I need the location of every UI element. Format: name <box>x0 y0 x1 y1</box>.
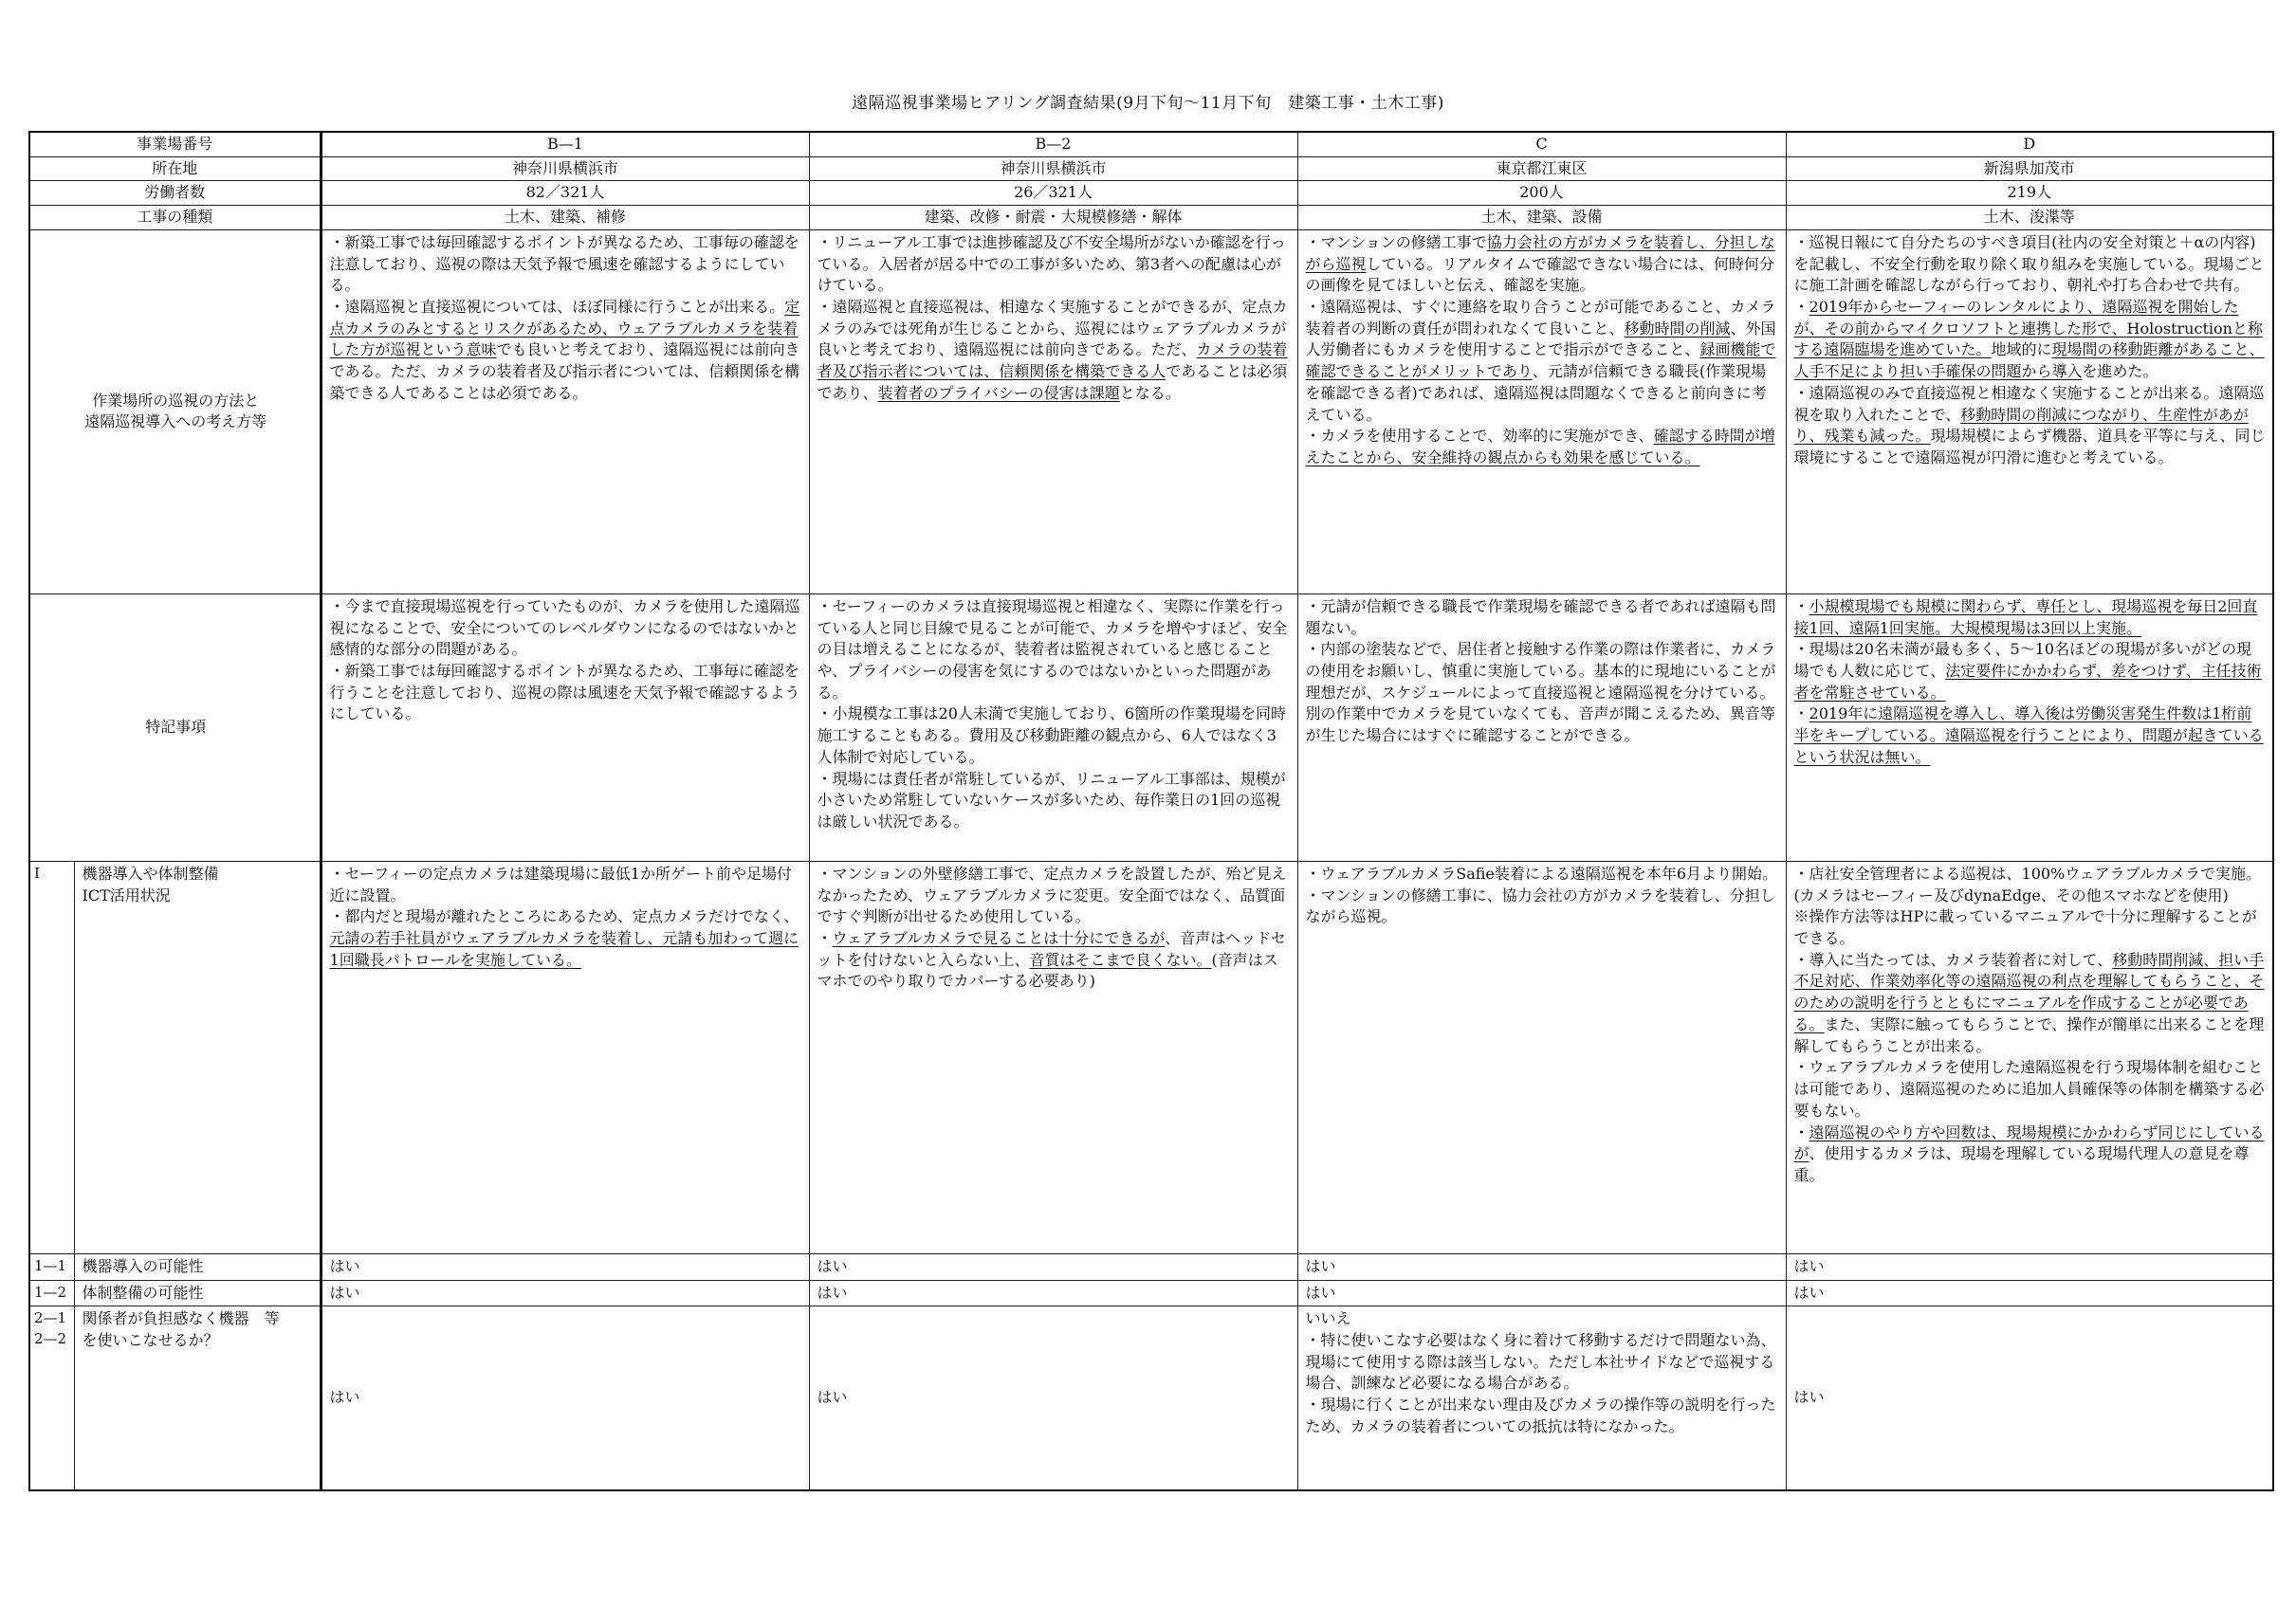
notes-b1-text: ・今まで直接現場巡視を行っていたものが、カメラを使用した遠隔巡視になることで、安全についてのレベルダウンになるのではないかと感情的な部分の問題がある。 <box>329 596 800 659</box>
patrol-c-text: 、元請が信頼できる職長(作業現場を確認できる者)であれば、遠隔巡視は問題なくできると前向きに考えている。 <box>1305 362 1767 424</box>
q1-2-b1: はい <box>321 1280 809 1306</box>
equipment-b2-text: ・ <box>817 929 833 948</box>
equipment-d-underlined: 移動時間削減、担い手不足対応、作業効率化等の遠隔巡視の利点を理解してもらうこと、そのための説明を行うとともにマニュアルを作成することが必要である。 <box>1793 950 2265 1033</box>
row-q1-1 <box>29 1253 2273 1280</box>
location-b2: 神奈川県横浜市 <box>809 156 1297 181</box>
q2-c-text: ・現場に行くことが出来ない理由及びカメラの操作等の説明を行ったため、カメラの装着者についての抵抗は特になかった。 <box>1305 1396 1776 1435</box>
q1-2-c: はい <box>1297 1280 1786 1306</box>
notes-b1 <box>321 593 809 861</box>
equipment-b1-text: ・都内だと現場が離れたところにあるため、定点カメラだけでなく、 <box>329 907 799 926</box>
q2-c-text: ・特に使いこなす必要はなく身に着けて移動するだけで問題ない為、現場にて使用する際は該当しない。ただし本社サイドなどで巡視する場合、訓練など必要になる場合がある。 <box>1305 1331 1776 1393</box>
notes-d-text: ・ <box>1793 596 1809 615</box>
notes-c-text: ・元請が信頼できる職長で作業現場を確認できる者であれば遠隔も問題ない。 <box>1305 596 1776 637</box>
patrol-b2-text: であることは必須であり、 <box>817 362 1288 402</box>
location-d: 新潟県加茂市 <box>1786 156 2273 181</box>
row-workers <box>29 181 2273 206</box>
q1-1-label: 機器導入の可能性 <box>74 1253 321 1280</box>
patrol-b2-text: ・遠隔巡視と直接巡視は、相違なく実施することができるが、定点カメラのみでは死角が生じることから、巡視にはウェアラブルカメラが良いと考えており、遠隔巡視には前向きである。ただ、 <box>817 298 1288 359</box>
location-c: 東京都江東区 <box>1297 156 1786 181</box>
patrol-d-underlined: 2019年からセーフィーのレンタルにより、遠隔巡視を開始したが、その前からマイクロソフトと連携した形で、Holostructionと称する遠隔臨場を進めていた。 <box>1793 298 2263 359</box>
construction-type-b1: 土木、建築、補修 <box>321 206 809 230</box>
row-q2 <box>29 1306 2273 1490</box>
equipment-b2-underlined: 音質はそこまで良くない。 <box>1029 950 1212 969</box>
patrol-d-text: 現場規模によらず機器、道具を平等に与え、同じ環境にすることで遠隔巡視が円滑に進むと考えている。 <box>1793 427 2266 467</box>
notes-d-text: ・現場は20名未満が最も多く、5～10名ほどの現場が多いがどの現場でも人数に応じて、 <box>1793 640 2252 681</box>
row-site-number <box>29 132 2273 156</box>
q2-b2: はい <box>809 1306 1297 1490</box>
patrol-c-underlined: 録画機能で確認できることがメリットであり <box>1305 340 1776 381</box>
notes-b2 <box>809 593 1297 861</box>
survey-table <box>28 131 2274 1491</box>
patrol-c-text: ・遠隔巡視は、すぐに連絡を取り合うことが可能であること、カメラ装着者の判断の責任が問われなくて良いこと、 <box>1305 298 1776 338</box>
notes-d-underlined: 小規模現場でも規模に関わらず、専任とし、現場巡視を毎日2回直接1回、遠隔1回実施。大規模現場は3回以上実施。 <box>1793 596 2258 637</box>
equipment-d-text: ※操作方法等はHPに載っているマニュアルで十分に理解することができる。 <box>1793 907 2257 948</box>
q1-1-d: はい <box>1786 1253 2273 1280</box>
equipment-d-text: ・ウェアラブルカメラを使用した遠隔巡視を行う現場体制を組むことは可能であり、遠隔巡視のために追加人員確保等の体制を構築する必要もない。 <box>1793 1058 2265 1120</box>
equipment-b2-text: ・マンションの外壁修繕工事で、定点カメラを設置したが、殆ど見えなかったため、ウェアラブルカメラに変更。安全面ではなく、品質面ですぐ判断が出せるため使用している。 <box>817 864 1287 926</box>
q1-1-c: はい <box>1297 1253 1786 1280</box>
equipment-number: Ⅰ <box>29 861 74 1253</box>
patrol-b1-text: ・遠隔巡視と直接巡視については、ほぼ同様に行うことが出来る。 <box>329 298 785 317</box>
q2-c <box>1297 1306 1786 1490</box>
workers-b1: 82／321人 <box>321 181 809 206</box>
q1-2-label: 体制整備の可能性 <box>74 1280 321 1306</box>
site-number-d: D <box>1786 132 2273 156</box>
patrol-b1-text: でも良いと考えており、遠隔巡視には前向きである。ただ、カメラの装着者及び指示者については、信頼関係を構築できる人であることは必須である。 <box>329 340 800 402</box>
page-title: 遠隔巡視事業場ヒアリング調査結果(9月下旬～11月下旬 建築工事・土木工事) <box>852 94 1444 113</box>
notes-c <box>1297 593 1786 861</box>
q1-1-b2: はい <box>809 1253 1297 1280</box>
construction-type-b2: 建築、改修・耐震・大規模修繕・解体 <box>809 206 1297 230</box>
notes-b2-text: ・現場には責任者が常駐しているが、リニューアル工事部は、規模が小さいため常駐していないケースが多いため、毎作業日の1回の巡視は厳しい状況である。 <box>817 769 1286 831</box>
patrol-c-text: ・カメラを使用することで、効率的に実施ができ、 <box>1305 427 1654 446</box>
patrol-b2 <box>809 229 1297 593</box>
label-patrol-method <box>29 229 321 593</box>
location-b1: 神奈川県横浜市 <box>321 156 809 181</box>
row-q1-2 <box>29 1280 2273 1306</box>
q2-label-line2: を使いこなせるか？ <box>82 1331 219 1350</box>
equipment-b2-text: 、音声はヘッドセットを付けないと入らない上、 <box>817 929 1286 969</box>
equipment-d-text: ・導入に当たっては、カメラ装着者に対して、 <box>1793 950 2113 969</box>
q1-2-number: 1—2 <box>29 1280 74 1306</box>
notes-d <box>1786 593 2273 861</box>
patrol-b1-underlined: 定点カメラのみとするとリスクがあるため、ウェアラブルカメラを装着した方が巡視という意味 <box>329 298 800 359</box>
notes-c-text: ・内部の塗装などで、居住者と接触する作業の際は作業者に、カメラの使用をお願いし、慎重に実施している。基本的に現地にいることが理想だが、スケジュールによって直接巡視と遠隔巡視を分けている。別の作業中でカメラを見ていなくても、音声が聞こえるため、異音等が生じた場合にはすぐに確認することができる。 <box>1305 640 1776 745</box>
label-construction-type: 工事の種類 <box>29 206 321 230</box>
q2-label-line1: 関係者が負担感なく機器 等 <box>82 1309 280 1328</box>
equipment-b1-underlined: 元請の若手社員がウェアラブルカメラを装着し、元請も加わって週に1回職長パトロールを実施している。 <box>329 929 799 969</box>
patrol-b2-text: となる。 <box>1119 383 1181 402</box>
workers-d: 219人 <box>1786 181 2273 206</box>
patrol-b1 <box>321 229 809 593</box>
row-location <box>29 156 2273 181</box>
equipment-c-text: ・マンションの修繕工事に、協力会社の方がカメラを装着し、分担しながら巡視。 <box>1305 886 1775 926</box>
q2-label <box>74 1306 321 1490</box>
workers-c: 200人 <box>1297 181 1786 206</box>
patrol-d-text: ・ <box>1793 298 1809 317</box>
equipment-d-text: 、使用するカメラは、現場を理解している現場代理人の意見を尊重。 <box>1793 1144 2250 1184</box>
notes-d-underlined: 2019年に遠隔巡視を導入し、導入後は労働災害発生件数は1桁前半をキープしている。遠隔巡視を行うことにより、問題が起きているという状況は無い。 <box>1793 704 2264 766</box>
patrol-b1-text: ・新築工事では毎回確認するポイントが異なるため、工事毎の確認を注意しており、巡視の際は天気予報で風速を確認するようにしている。 <box>329 232 799 295</box>
notes-d-underlined: 法定要件にかかわらず、差をつけず、主任技術者を常駐させている。 <box>1793 662 2262 702</box>
label-special-notes: 特記事項 <box>29 593 321 861</box>
notes-b2-text: ・小規模な工事は20人未満で実施しており、6箇所の作業現場を同時施工することもある。費用及び移動距離の観点から、6人ではなく3人体制で対応している。 <box>817 704 1287 766</box>
label-site-number: 事業場番号 <box>29 132 321 156</box>
q1-1-b1: はい <box>321 1253 809 1280</box>
site-number-c: C <box>1297 132 1786 156</box>
row-construction-type <box>29 206 2273 230</box>
equipment-b1-text: ・セーフィーの定点カメラは建築現場に最低1か所ゲート前や足場付近に設置。 <box>329 864 792 904</box>
q2-number-1: 2—1 <box>34 1309 67 1327</box>
notes-b2-text: ・セーフィーのカメラは直接現場巡視と相違なく、実際に作業を行っている人と同じ目線で見ることが可能で、カメラを増やすほど、安全の目は増えることになるが、装着者は監視されていると感じることや、プライバシーの侵害を気にするのではないかといった問題がある。 <box>817 596 1288 702</box>
patrol-d-text: 地域的に <box>1991 340 2052 359</box>
q2-number-2: 2—2 <box>34 1329 67 1347</box>
equipment-b2-underlined: ウェアラブルカメラで見ることは十分にできるが <box>832 929 1166 948</box>
row-special-notes <box>29 593 2273 861</box>
q1-2-d: はい <box>1786 1280 2273 1306</box>
patrol-d-text: を進めた。 <box>2082 362 2158 381</box>
site-number-b2: B—2 <box>809 132 1297 156</box>
label-patrol-line1: 作業場所の巡視の方法と <box>92 391 260 410</box>
equipment-d-underlined: 遠隔巡視のやり方や回数は、現場規模にかかわらず同じにしているが <box>1793 1123 2265 1163</box>
patrol-d <box>1786 229 2273 593</box>
q1-1-number: 1—1 <box>29 1253 74 1280</box>
patrol-b2-text: ・リニューアル工事では進捗確認及び不安全場所がないか確認を行っている。入居者が居る中での工事が多いため、第3者への配慮は心がけている。 <box>817 232 1286 295</box>
equipment-c <box>1297 861 1786 1253</box>
patrol-c <box>1297 229 1786 593</box>
label-equipment-line2: ICT活用状況 <box>82 886 171 904</box>
label-equipment-ict <box>74 861 321 1253</box>
patrol-c-text: している。リアルタイムで確認できない場合には、何時何分の画像を見てほしいと伝え、確認を実施。 <box>1305 254 1774 295</box>
label-patrol-line2: 遠隔巡視導入への考え方等 <box>84 412 267 431</box>
q2-c-text: いいえ <box>1305 1309 1351 1328</box>
equipment-d-text: ・ <box>1793 1123 1809 1141</box>
construction-type-c: 土木、建築、設備 <box>1297 206 1786 230</box>
patrol-d-text: ・遠隔巡視のみで直接巡視と相違なく実施することが出来る。遠隔巡視を取り入れたことで、 <box>1793 383 2265 424</box>
equipment-c-text: ・ウェアラブルカメラSafie装着による遠隔巡視を本年6月より開始。 <box>1305 864 1778 883</box>
patrol-c-underlined: 協力会社の方がカメラを装着し、分担しながら巡視 <box>1305 232 1775 273</box>
label-workers: 労働者数 <box>29 181 321 206</box>
patrol-b2-underlined: 装着者のプライバシーの侵害は課題 <box>877 383 1120 402</box>
site-number-b1: B—1 <box>321 132 809 156</box>
equipment-b2-text: (音声はスマホでのやり取りでカバーする必要あり) <box>817 950 1278 991</box>
equipment-d-text: ・店社安全管理者による巡視は、100%ウェアラブルカメラで実施。(カメラはセーフィー及びdynaEdge、その他スマホなどを使用) <box>1793 864 2261 904</box>
patrol-c-text: ・マンションの修繕工事で <box>1305 232 1487 251</box>
label-equipment-line1: 機器導入や体制整備 <box>82 864 219 883</box>
equipment-d <box>1786 861 2273 1253</box>
q2-b1: はい <box>321 1306 809 1490</box>
workers-b2: 26／321人 <box>809 181 1297 206</box>
patrol-c-underlined: 移動時間の削減 <box>1624 319 1731 338</box>
label-location: 所在地 <box>29 156 321 181</box>
q2-number <box>29 1306 74 1490</box>
equipment-b1 <box>321 861 809 1253</box>
construction-type-d: 土木、浚渫等 <box>1786 206 2273 230</box>
patrol-b2-underlined: カメラの装着者及び指示者については、信頼関係を構築できる人 <box>817 340 1288 381</box>
equipment-b2 <box>809 861 1297 1253</box>
q1-2-b2: はい <box>809 1280 1297 1306</box>
notes-d-text: ・ <box>1793 704 1809 723</box>
row-patrol-method <box>29 229 2273 593</box>
patrol-d-underlined: 現場間の移動距離があること、人手不足により担い手確保の問題から導入 <box>1793 340 2265 381</box>
patrol-d-underlined: 移動時間の削減につながり、生産性があがり、残業も減った。 <box>1793 405 2249 446</box>
row-equipment-ict <box>29 861 2273 1253</box>
patrol-c-text: 、外国人労働者にもカメラを使用することで指示ができること、 <box>1305 319 1776 359</box>
patrol-d-text: ・巡視日報にて自分たちのすべき項目(社内の安全対策と＋αの内容)を記載し、不安全行動を取り除く取り組みを実施している。現場ごとに施工計画を確認しながら行っており、朝礼や打ち合わせで共有。 <box>1793 232 2265 295</box>
equipment-d-text: また、実際に触ってもらうことで、操作が簡単に出来ることを理解してもらうことが出来る。 <box>1793 1014 2265 1055</box>
q2-d: はい <box>1786 1306 2273 1490</box>
patrol-c-underlined: 確認する時間が増えたことから、安全維持の観点からも効果を感じている。 <box>1305 427 1775 467</box>
notes-b1-text: ・新築工事では毎回確認するポイントが異なるため、工事毎に確認を行うことを注意しており、巡視の際は風速を天気予報で確認するようにしている。 <box>329 662 800 723</box>
